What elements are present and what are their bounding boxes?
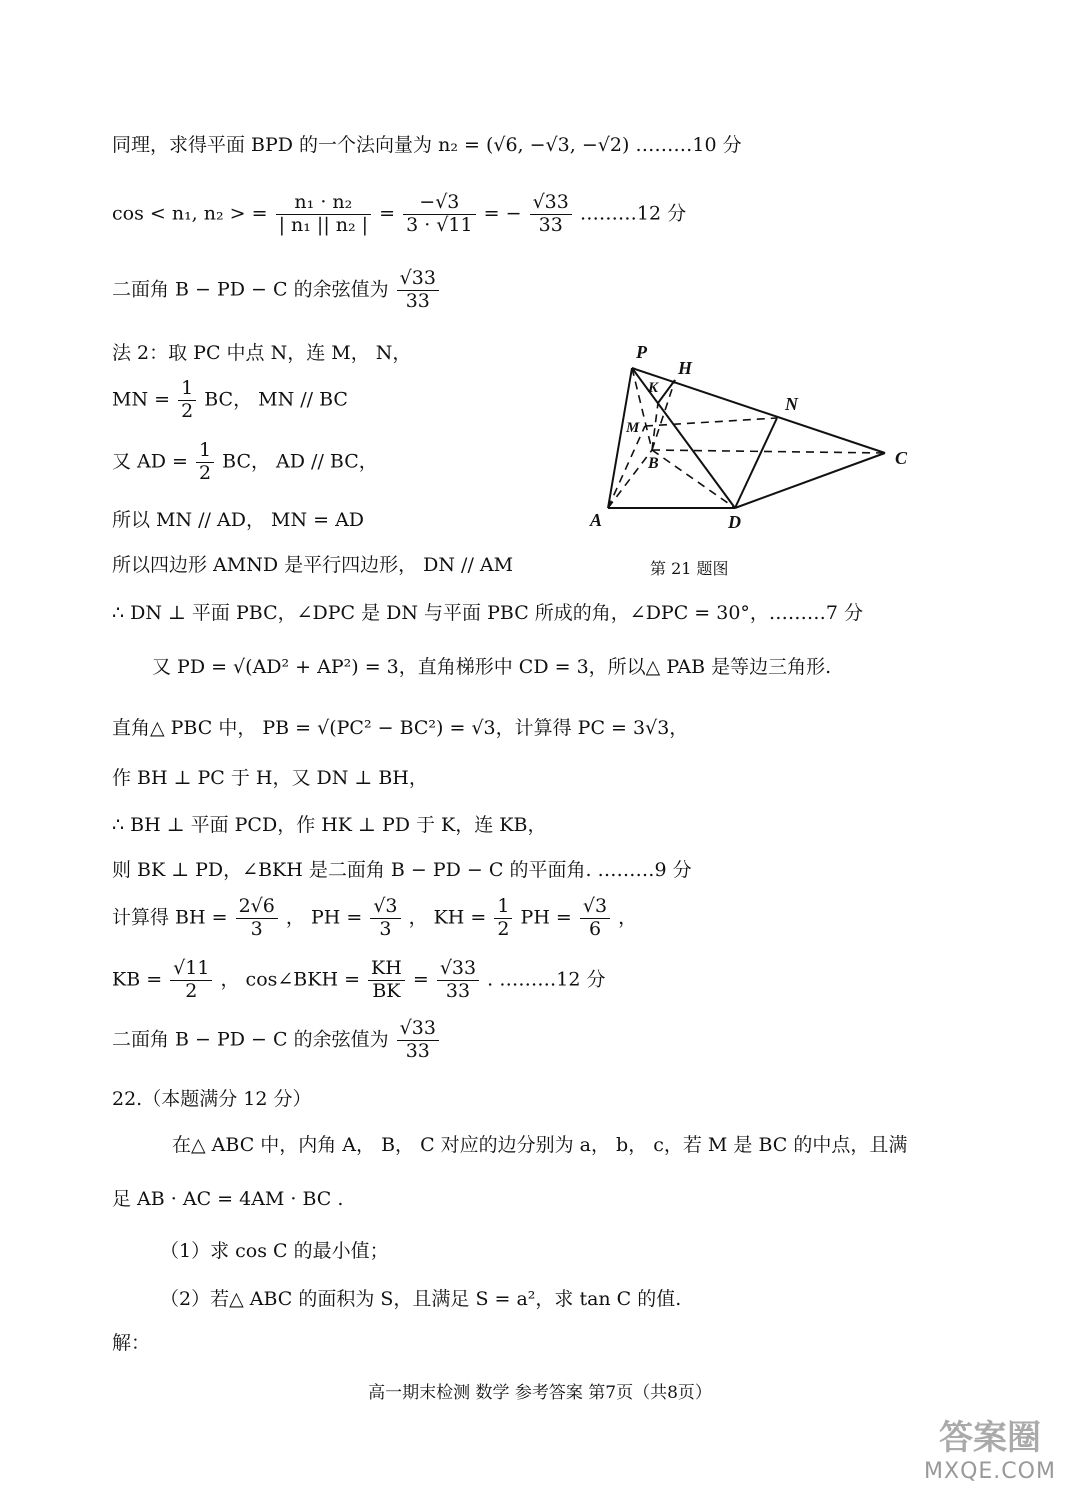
fraction-denominator: BK (372, 979, 401, 1002)
label-N: N (785, 394, 798, 414)
text-line-17 (112, 1018, 441, 1063)
fraction-numerator: n₁ · n₂ (276, 192, 371, 215)
watermark-logo (905, 1410, 1075, 1490)
edge-AM (608, 426, 645, 508)
text-line-15 (112, 896, 637, 941)
fraction-numerator: √33 (530, 192, 572, 215)
fraction (494, 896, 512, 941)
text-line-3 (112, 268, 441, 313)
label-K: K (648, 380, 659, 396)
fraction (397, 268, 439, 313)
text-line-9: ∴ DN ⊥ 平面 PBC，∠DPC 是 DN 与平面 PBC 所成的角，∠DPC = 30°，………7 分 (112, 602, 864, 624)
fraction-denominator: 33 (405, 1039, 430, 1062)
text: 二面角 B − PD − C 的余弦值为 (112, 278, 389, 301)
sub-question-1: （1）求 cos C 的最小值； (160, 1240, 389, 1262)
figure-caption: 第 21 题图 (650, 559, 729, 578)
fraction-denominator: 2 (199, 461, 212, 484)
fraction-numerator: √33 (397, 1018, 439, 1041)
label-C: C (895, 448, 908, 468)
text: KB = (112, 968, 163, 991)
fraction (368, 958, 405, 1003)
text: ， (618, 906, 638, 929)
edge-PA (608, 368, 632, 508)
answer-label: 解： (112, 1332, 151, 1354)
page-footer: 高一期末检测 数学 参考答案 第7页（共8页） (368, 1383, 712, 1403)
fraction (437, 958, 479, 1003)
fraction (397, 1018, 439, 1063)
fraction (196, 440, 214, 485)
fraction-numerator: √11 (170, 958, 212, 981)
fraction-numerator: −√3 (403, 192, 476, 215)
text: BC， AD // BC， (222, 450, 378, 473)
text: ， PH = (285, 906, 363, 929)
text-line-7: 所以 MN // AD， MN = AD (112, 509, 365, 531)
text-line-19: 在△ ABC 中，内角 A， B， C 对应的边分别为 a， b， c，若 M 是 BC 的中点，且满 (172, 1134, 908, 1156)
fraction-numerator: √3 (370, 896, 400, 919)
text-line-13: ∴ BH ⊥ 平面 PCD，作 HK ⊥ PD 于 K，连 KB， (112, 814, 547, 836)
sub-question-2: （2）若△ ABC 的面积为 S，且满足 S = a²，求 tan C 的值. (160, 1288, 682, 1310)
fraction-numerator: √33 (437, 958, 479, 981)
edge-AB (608, 450, 652, 508)
text: ， cos∠BKH = (220, 968, 360, 991)
text-line-8: 所以四边形 AMND 是平行四边形， DN // AM (112, 554, 514, 576)
fraction-denominator: 3 (379, 917, 392, 940)
fraction (580, 896, 610, 941)
fraction-denominator: 2 (181, 399, 194, 422)
fraction-numerator: 1 (178, 378, 196, 401)
cos-expression: cos < n₁, n₂ > = (112, 202, 268, 225)
fraction-numerator: KH (368, 958, 405, 981)
text-line-14: 则 BK ⊥ PD，∠BKH 是二面角 B − PD − C 的平面角. ………9 分 (112, 859, 692, 881)
text-line-6 (112, 440, 378, 485)
label-P: P (636, 342, 647, 362)
equals-minus: = − (483, 202, 522, 225)
fraction-denominator: 33 (405, 289, 430, 312)
fraction (530, 192, 572, 237)
text: MN = (112, 388, 171, 411)
watermark-logo-text: 答案圈 (939, 1418, 1041, 1458)
fraction-denominator: | n₁ || n₂ | (278, 213, 369, 236)
label-B: B (648, 455, 659, 472)
text-line-20: 足 AB · AC = 4AM · BC . (112, 1188, 344, 1210)
text: ， KH = (408, 906, 487, 929)
geometry-figure (580, 338, 920, 538)
text-line-1: 同理，求得平面 BPD 的一个法向量为 n₂ = (√6, −√3, −√2) ………10 分 (112, 134, 742, 156)
fraction-numerator: 2√6 (236, 896, 278, 919)
fraction-denominator: 3 · √11 (406, 213, 473, 236)
text: 计算得 BH = (112, 906, 228, 929)
text-line-5 (112, 378, 348, 423)
text: 二面角 B − PD − C 的余弦值为 (112, 1028, 389, 1051)
text-line-4: 法 2：取 PC 中点 N，连 M， N， (112, 342, 412, 364)
fraction (276, 192, 371, 237)
text-line-2: cos < n₁, n₂ > = $\frac{\text{n₁ · n₂}}{\text{| n₁ || n₂ |}}$ = $\frac{-√3}{3 \cdot √11}$ = − $\frac{√33}{33}$ ………12 分 (112, 191, 687, 236)
text-line-12: 作 BH ⊥ PC 于 H，又 DN ⊥ BH， (112, 767, 428, 789)
fraction-denominator: 6 (588, 917, 602, 940)
edge-PC (632, 368, 885, 453)
fraction-numerator: 1 (494, 896, 512, 919)
fraction-denominator: 33 (538, 213, 563, 236)
text: PH = (520, 906, 572, 929)
text: = (412, 968, 429, 991)
text: 又 AD = (112, 450, 188, 473)
edge-KH (658, 380, 675, 403)
text: BC， MN // BC (204, 388, 348, 411)
label-D: D (728, 512, 741, 532)
fraction-numerator: √33 (397, 268, 439, 291)
fraction-numerator: √3 (580, 896, 610, 919)
edge-BC (652, 450, 885, 453)
fraction-denominator: 33 (445, 979, 471, 1002)
fraction-denominator: 2 (497, 917, 510, 940)
fraction (178, 378, 196, 423)
text-line-11: 直角△ PBC 中， PB = √(PC² − BC²) = √3，计算得 PC = 3√3， (112, 717, 689, 739)
question-22-heading: 22.（本题满分 12 分） (112, 1088, 312, 1110)
edge-MN (645, 418, 777, 426)
fraction (170, 958, 212, 1003)
score-note: . ………12 分 (487, 968, 606, 991)
text-line-10: 又 PD = √(AD² + AP²) = 3，直角梯形中 CD = 3，所以△ PAB 是等边三角形. (152, 656, 832, 678)
watermark-site: MXQE.COM (924, 1459, 1056, 1484)
label-A: A (590, 510, 603, 530)
fraction (403, 192, 476, 237)
score-note: ………12 分 (579, 202, 687, 225)
fraction-numerator: 1 (196, 440, 214, 463)
fraction-denominator: 3 (250, 917, 263, 940)
label-M: M (626, 420, 640, 436)
label-H: H (678, 358, 693, 378)
fraction-denominator: 2 (185, 979, 198, 1002)
fraction (236, 896, 278, 941)
text-line-16 (112, 958, 605, 1003)
pyramid-diagram (580, 338, 920, 538)
edge-BD (652, 450, 735, 508)
fraction (370, 896, 400, 941)
